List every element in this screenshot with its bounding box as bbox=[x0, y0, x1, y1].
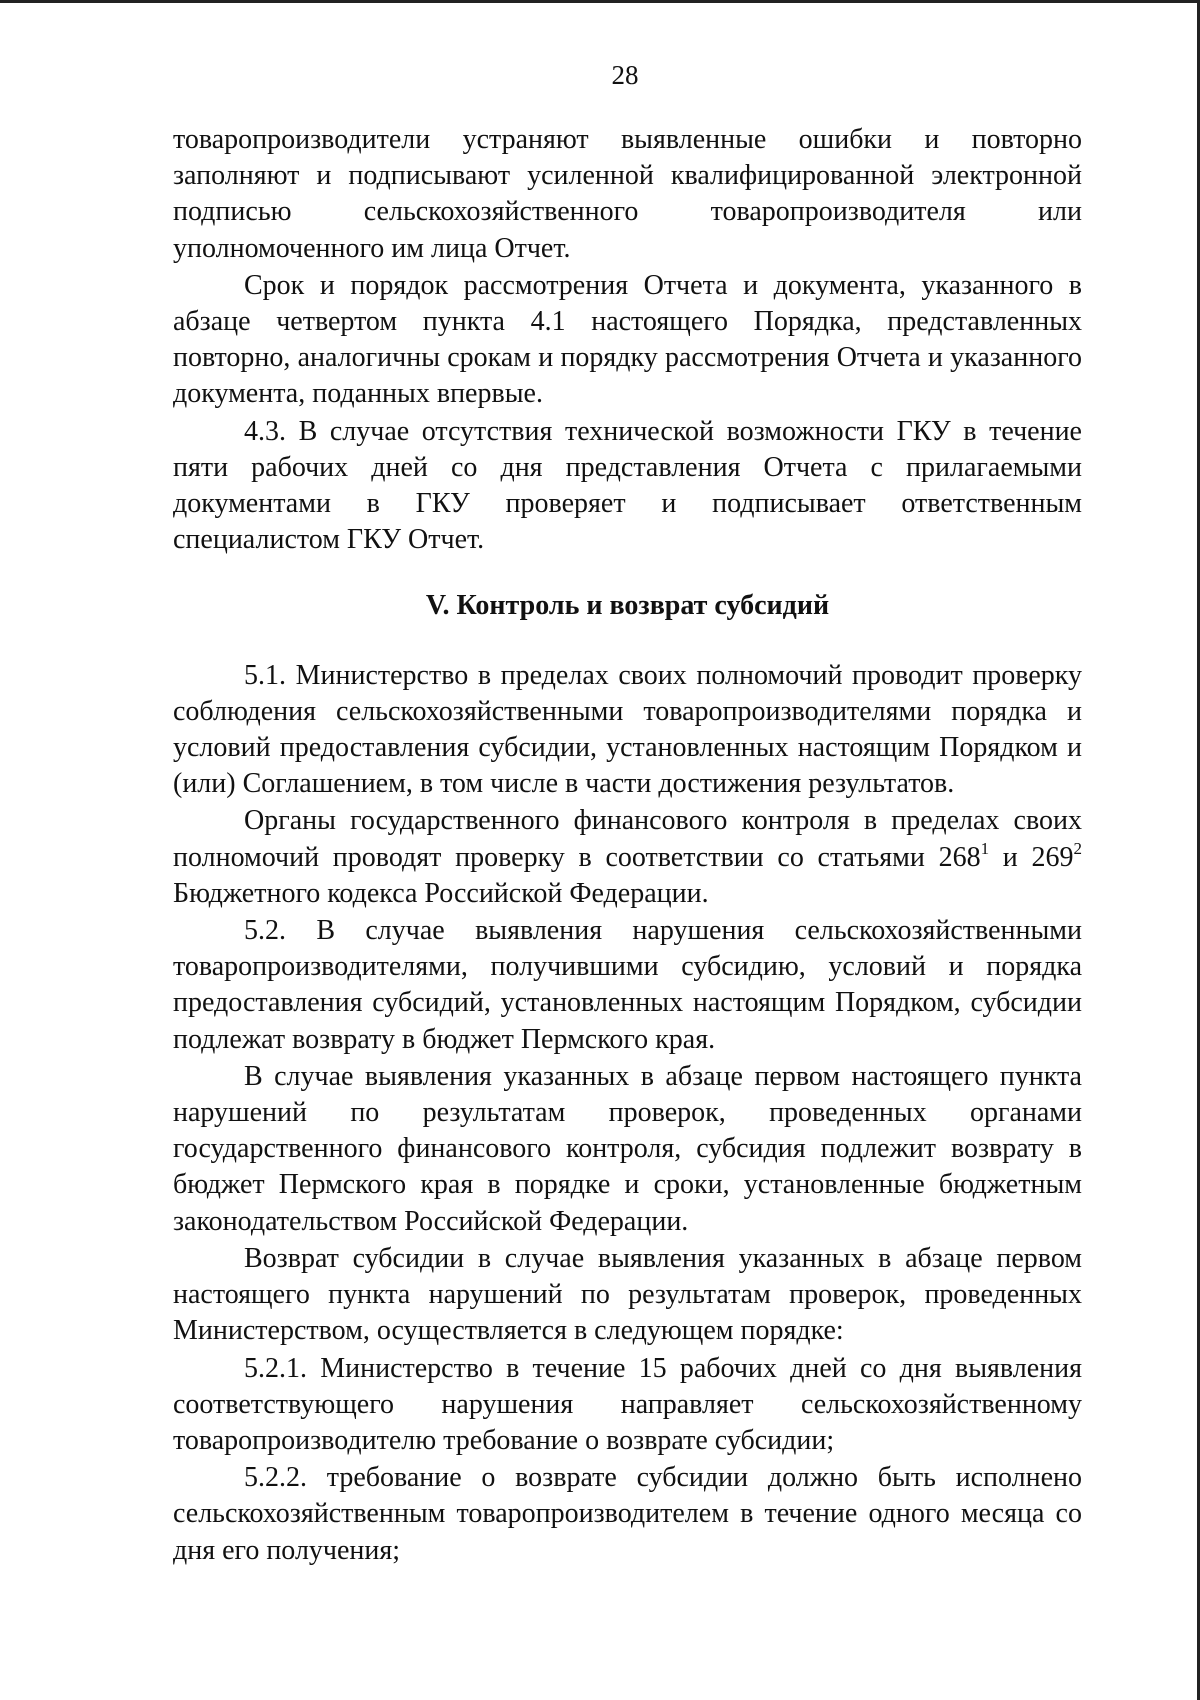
scan-edge-top bbox=[0, 0, 1200, 3]
section-heading: V. Контроль и возврат субсидий bbox=[425, 590, 830, 622]
document-body bbox=[173, 122, 1082, 1570]
text-run: Бюджетного кодекса Российской Федерации. bbox=[173, 877, 709, 909]
paragraph-4-3: 4.3. В случае отсутствия технической возможности ГКУ в течение пяти рабочих дней со дня представления Отчета с прилагаемыми документами в ГКУ проверяет и подписывает ответственным специалистом ГКУ Отчет. bbox=[173, 415, 1082, 556]
text-run: Органы государственного финансового контроля в пределах своих полномочий проводят проверку в соответствии со статьями 268 bbox=[173, 805, 1082, 873]
superscript: 2 bbox=[1073, 838, 1083, 858]
paragraph-review-period: Срок и порядок рассмотрения Отчета и документа, указанного в абзаце четвертом пункта 4.1 настоящего Порядка, представленных повторно, аналогичны срокам и порядку рассмотрения Отчета и указанного документа, поданных впервые. bbox=[173, 269, 1082, 410]
paragraph-5-2-1: 5.2.1. Министерство в течение 15 рабочих дней со дня выявления соответствующего нарушения направляет сельскохозяйственному товаропроизводителю требование о возврате субсидии; bbox=[173, 1352, 1082, 1456]
paragraph-5-2-2: 5.2.2. требование о возврате субсидии должно быть исполнено сельскохозяйственным товаропроизводителем в течение одного месяца со дня его получения; bbox=[173, 1462, 1082, 1566]
paragraph-continuation: товаропроизводители устраняют выявленные ошибки и повторно заполняют и подписывают усиленной квалифицированной электронной подписью сельскохозяйственного товаропроизводителя или уполномоченного им лица Отчет. bbox=[173, 124, 1082, 264]
paragraph-5-2: 5.2. В случае выявления нарушения сельскохозяйственными товаропроизводителями, получившими субсидию, условий и порядка предоставления субсидий, установленных настоящим Порядком, субсидии подлежат возврату в бюджет Пермского края. bbox=[173, 915, 1082, 1055]
paragraph-return-order: Возврат субсидии в случае выявления указанных в абзаце первом настоящего пункта нарушений по результатам проверок, проведенных Министерством, осуществляется в следующем порядке: bbox=[173, 1242, 1082, 1347]
paragraph-5-1: 5.1. Министерство в пределах своих полномочий проводит проверку соблюдения сельскохозяйственными товаропроизводителями порядка и условий предоставления субсидии, установленных настоящим Порядком и (или) Соглашением, в том числе в части достижения результатов. bbox=[173, 659, 1082, 800]
paragraph-financial-control bbox=[173, 803, 1082, 912]
page-number: 28 bbox=[611, 60, 639, 90]
superscript: 1 bbox=[980, 838, 990, 858]
paragraph-violations-control: В случае выявления указанных в абзаце первом настоящего пункта нарушений по результатам проверок, проведенных органами государственного финансового контроля, субсидия подлежит возврату в бюджет Пермского края в порядке и сроки, установленные бюджетным законодательством Российской Федерации. bbox=[173, 1060, 1082, 1237]
text-run: и 269 bbox=[989, 841, 1074, 873]
